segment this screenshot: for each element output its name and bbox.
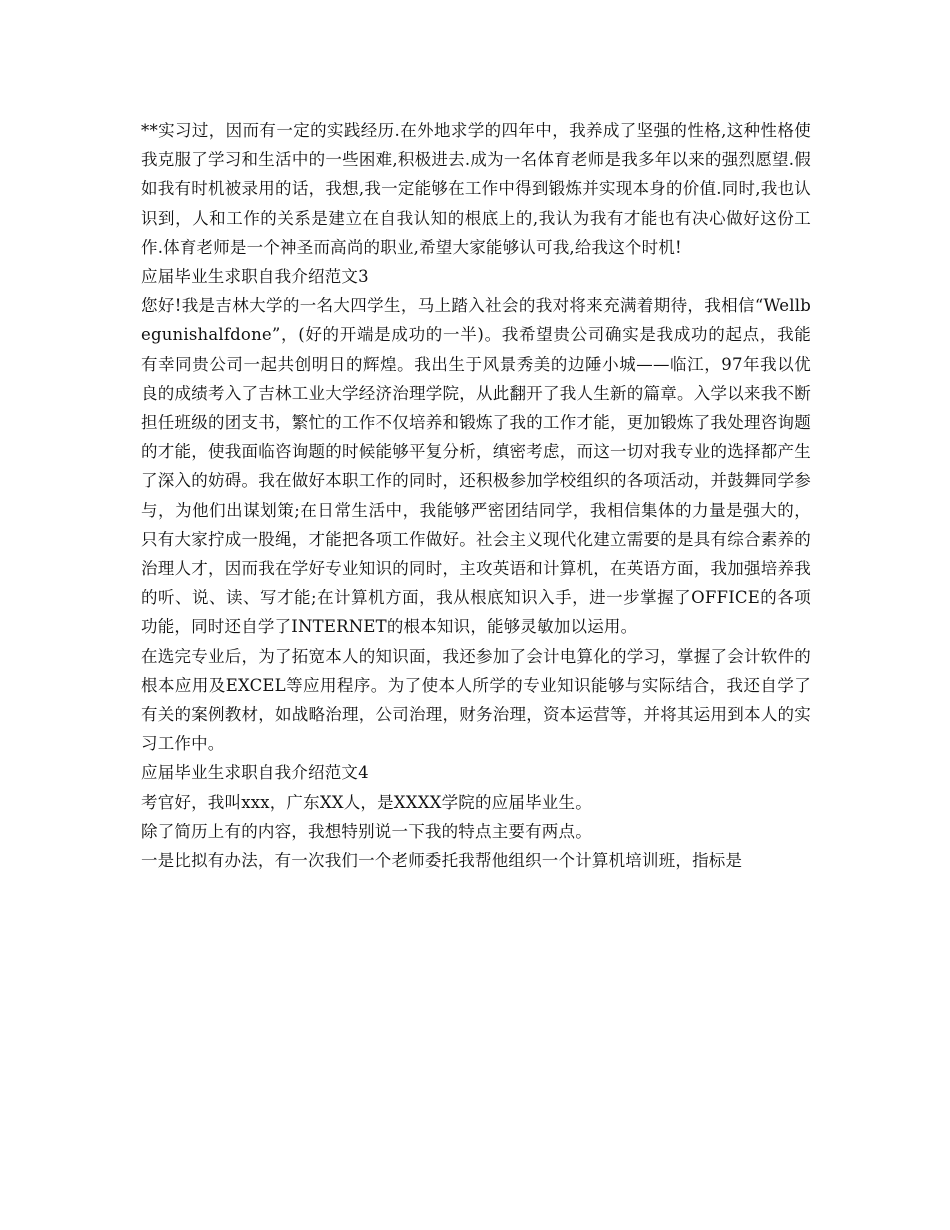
paragraph-sample-3-extra: 在选完专业后，为了拓宽本人的知识面，我还参加了会计电算化的学习，掌握了会计软件的根本应用及EXCEL等应用程序。为了使本人所学的专业知识能够与实际结合，我还自学了有关的案例教材，如战略治理，公司治理，财务治理，资本运营等，并将其运用到本人的实习工作中。	[141, 646, 811, 754]
paragraph-sample-4-intro: 除了简历上有的内容，我想特别说一下我的特点主要有两点。	[141, 821, 592, 841]
paragraph-sample-4-point-1: 一是比拟有办法，有一次我们一个老师委托我帮他组织一个计算机培训班，指标是	[141, 851, 743, 871]
document-body	[141, 116, 811, 875]
section-heading-4: 应届毕业生求职自我介绍范文4	[141, 763, 369, 783]
paragraph-intro-continuation: **实习过，因而有一定的实践经历.在外地求学的四年中，我养成了坚强的性格,这种性格使我克服了学习和生活中的一些困难,积极进去.成为一名体育老师是我多年以来的强烈愿望.假如我有时机被录用的话，我想,我一定能够在工作中得到锻炼并实现本身的价值.同时,我也认识到，人和工作的关系是建立在自我认知的根底上的,我认为我有才能也有决心做好这份工作.体育老师是一个神圣而高尚的职业,希望大家能够认可我,给我这个时机!	[141, 121, 811, 257]
paragraph-sample-4-greeting: 考官好，我叫xxx，广东XX人，是XXXX学院的应届毕业生。	[141, 792, 592, 812]
paragraph-sample-3-body: 您好!我是吉林大学的一名大四学生，马上踏入社会的我对将来充满着期待，我相信“Wellbegunishalfdone”，(好的开端是成功的一半)。我希望贵公司确实是我成功的起点，我能有幸同贵公司一起共创明日的辉煌。我出生于风景秀美的边陲小城——临江，97年我以优良的成绩考入了吉林工业大学经济治理学院，从此翻开了我人生新的篇章。入学以来我不断担任班级的团支书，繁忙的工作不仅培养和锻炼了我的工作才能，更加锻炼了我处理咨询题的才能，使我面临咨询题的时候能够平复分析，缜密考虑，而这一切对我专业的选择都产生了深入的妨碍。我在做好本职工作的同时，还积极参加学校组织的各项活动，并鼓舞同学参与，为他们出谋划策;在日常生活中，我能够严密团结同学，我相信集体的力量是强大的，只有大家拧成一股绳，才能把各项工作做好。社会主义现代化建立需要的是具有综合素养的治理人才，因而我在学好专业知识的同时，主攻英语和计算机，在英语方面，我加强培养我的听、说、读、写才能;在计算机方面，我从根底知识入手，进一步掌握了OFFICE的各项功能，同时还自学了INTERNET的根本知识，能够灵敏加以运用。	[141, 296, 811, 637]
section-heading-3: 应届毕业生求职自我介绍范文3	[141, 267, 369, 287]
